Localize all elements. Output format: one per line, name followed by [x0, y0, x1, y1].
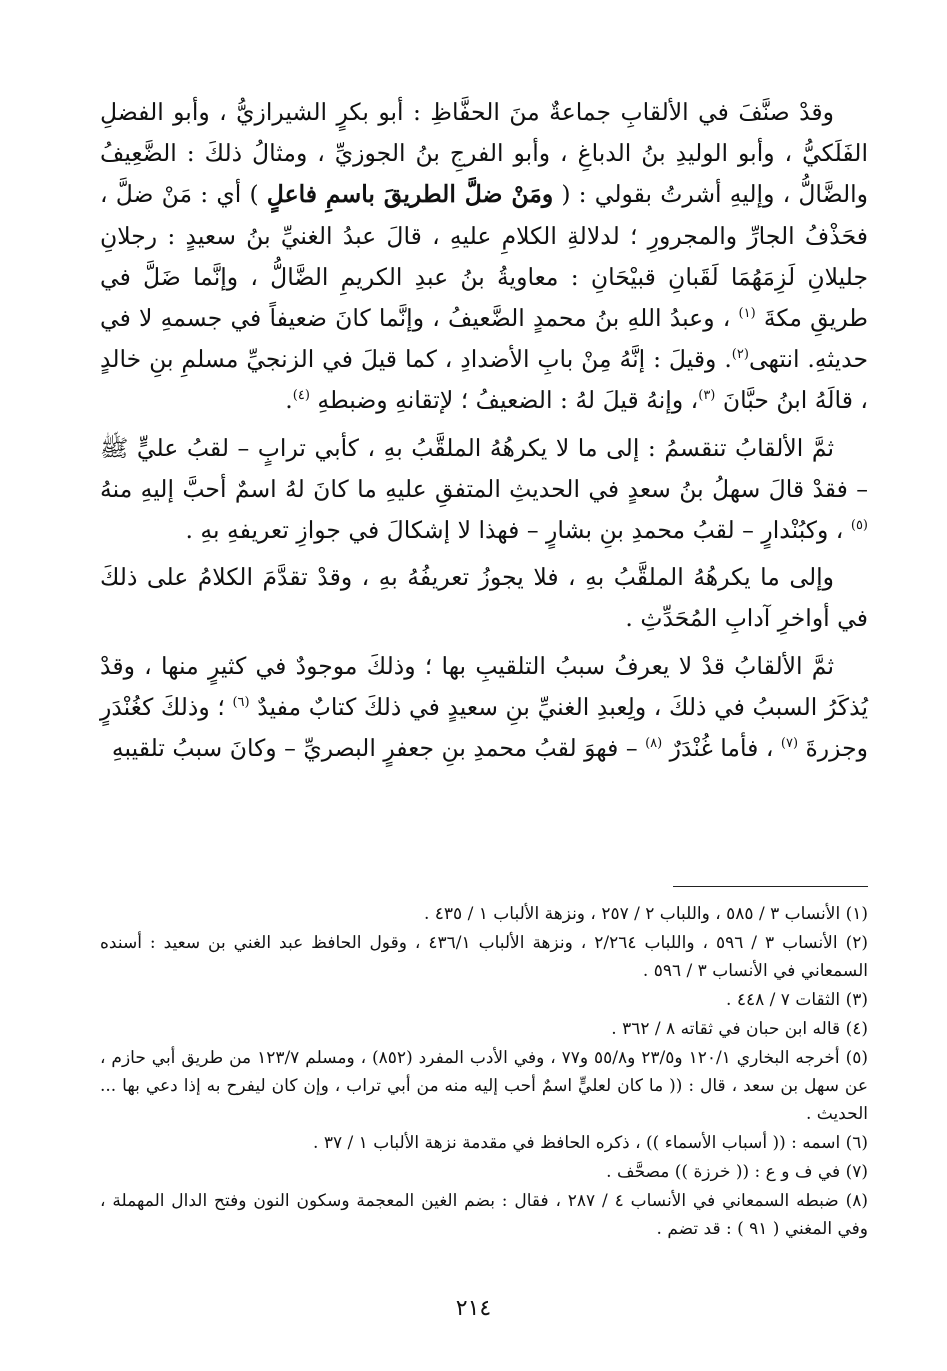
footnote-ref-7[interactable]: (٧) — [780, 736, 799, 752]
paragraph-1-text-b: ) أي : مَنْ ضلَّ ، فحَذْفُ الجارِّ والمجرورِ ؛ لدلالةِ الكلامِ عليهِ ، قالَ عبدُ الغنيِّ بنُ سعيدٍ : رجلانِ جليلانِ لَزِمَهُمَا لَقَبانِ قبيْحَانِ : معاويةُ بنُ عبدِ الكريمِ الضَّالُّ ، وإنَّما ضَلَّ في طريقِ مكةَ — [100, 180, 868, 333]
paragraph-2 — [100, 428, 868, 552]
paragraph-1-text-a: وقدْ صنَّفَ في الألقابِ جماعةٌ منَ الحفَّاظِ : أبو بكرٍ الشيرازيُّ ، وأبو الفضلِ الفَلَكيُّ ، وأبو الوليدِ بنُ الدباغِ ، وأبو الفرجِ بنُ الجوزيِّ ، ومثالُ ذلكَ : الضَّعِيفُ والضَّالُّ ، وإليهِ أشرتُ بقولي : ( — [100, 98, 868, 209]
footnote-number: (٦) — [845, 1133, 868, 1153]
footnote-number: (٨) — [845, 1191, 869, 1211]
footnote-text: في ف و ع : (( خرزة )) مصحَّف . — [606, 1162, 841, 1182]
footnote — [100, 1158, 868, 1186]
footnote — [100, 1187, 868, 1243]
paragraph-1-text-e: ، وإنهُ قيلَ لهُ : الضعيفُ ؛ لإتقانهِ وضبطهِ — [309, 386, 699, 415]
footnotes — [100, 900, 868, 1244]
footnote-text: أخرجه البخاري ١٢٠/١ و٢٣/٥ و٥٥/٨ و٧٧ ، وفي الأدب المفرد (٨٥٢) ، ومسلم ١٢٣/٧ من طريق أبي حازم ، عن سهل بن سعد ، قال : (( ما كان لعليٍّ اسمٌ أحب إليه منه من أبي تراب ، وإن كان ليفرح به إذا دعي بها ... الحديث . — [100, 1048, 868, 1124]
paragraph-1-text-f: . — [285, 386, 293, 415]
footnote-ref-1[interactable]: (١) — [738, 306, 756, 322]
paragraph-4-text-b: ؛ وذلكَ كغُنْدَرٍ وجزرةَ — [100, 692, 868, 763]
footnote-ref-8[interactable]: (٨) — [645, 736, 663, 752]
footnote-ref-6[interactable]: (٦) — [232, 695, 250, 711]
footnote — [100, 1015, 868, 1043]
paragraph-2-text-b: ، وكبُنْدارٍ – لقبُ محمدِ بنِ بشارٍ – فهذا لا إشكالَ في جوازِ تعريفهِ بهِ . — [185, 516, 851, 545]
footnote — [100, 1044, 868, 1128]
footnote-text: ضبطه السمعاني في الأنساب ٤ / ٢٨٧ ، فقال : بضم الغين المعجمة وسكون النون وفتح الدال المهملة ، وفي المغني ( ٩١ ) : قد تضم . — [100, 1191, 868, 1239]
footnote-number: (٢) — [845, 933, 868, 953]
paragraph-1-text-c: ، وعبدُ اللهِ بنُ محمدٍ الضَّعيفُ ، وإنَّما كانَ ضعيفاً في جسمهِ لا في حديثهِ. انتهى — [100, 304, 868, 374]
footnote-separator — [673, 886, 868, 887]
footnote-ref-3[interactable]: (٣) — [698, 388, 716, 404]
footnote-text: الأنساب ٣ / ٥٩٦ ، واللباب ٢/٢٦٤ ، ونزهة الألباب ٤٣٦/١ ، وقول الحافظ عبد الغني بن سعيد : أسنده السمعاني في الأنساب ٣ / ٥٩٦ . — [100, 933, 868, 981]
footnote-number: (٧) — [845, 1162, 868, 1182]
paragraph-2-text-a: ثمَّ الألقابُ تنقسمُ : إلى ما لا يكرهُهُ الملقَّبُ بهِ ، كأبي ترابٍ – لقبُ عليٍّ ﷺ – فقدْ قالَ سهلُ بنُ سعدٍ في الحديثِ المتفقِ عليهِ ما كانَ لهُ اسمٌ أحبَّ إليهِ منهُ — [100, 433, 868, 503]
paragraph-4 — [100, 646, 868, 770]
footnote — [100, 929, 868, 985]
verse-quote: ومَنْ ضلَّ الطريقَ باسمِ فاعلٍ — [266, 180, 554, 209]
footnote-text: الثقات ٧ / ٤٤٨ . — [726, 990, 841, 1010]
paragraph-4-text-a: ثمَّ الألقابُ قدْ لا يعرفُ سببُ التلقيبِ بها ؛ وذلكَ موجودٌ في كثيرٍ منها ، وقدْ يُذكَرُ السببُ في ذلكَ ، ولِعبدِ الغنيِّ بنِ سعيدٍ في ذلكَ كتابٌ مفيدٌ — [100, 651, 868, 721]
footnote-number: (١) — [845, 904, 868, 924]
footnote-text: الأنساب ٣ / ٥٨٥ ، واللباب ٢ / ٢٥٧ ، ونزهة الألباب ١ / ٤٣٥ . — [423, 904, 841, 924]
paragraph-4-text-d: – فهوَ لقبُ محمدِ بنِ جعفرٍ البصريِّ – وكانَ سببُ تلقيبهِ — [111, 734, 646, 763]
paragraph-1 — [100, 92, 868, 422]
paragraph-3: وإلى ما يكرهُهُ الملقَّبُ بهِ ، فلا يجوزُ تعريفُهُ بهِ ، وقدْ تقدَّمَ الكلامُ على ذلكَ في أواخرِ آدابِ المُحَدِّثِ . — [100, 563, 868, 633]
footnote-number: (٤) — [845, 1019, 868, 1039]
footnote-text: قاله ابن حبان في ثقاته ٨ / ٣٦٢ . — [611, 1019, 841, 1039]
footnote-text: اسمه : (( أسباب الأسماء )) ، ذكره الحافظ في مقدمة نزهة الألباب ١ / ٣٧ . — [313, 1133, 841, 1153]
page-number: ٢١٤ — [455, 1296, 492, 1321]
main-text — [100, 92, 868, 769]
footnote — [100, 1129, 868, 1157]
paragraph-4-text-c: ، فأما غُنْدَرٌ — [662, 734, 781, 763]
footnote-number: (٣) — [845, 990, 868, 1010]
footnote-ref-2[interactable]: (٢) — [731, 347, 749, 363]
footnote-ref-5[interactable]: (٥) — [850, 518, 868, 534]
footnote — [100, 986, 868, 1014]
footnote-ref-4[interactable]: (٤) — [292, 388, 310, 404]
footnote-number: (٥) — [845, 1048, 868, 1068]
paragraph-1-text-d: . وقيلَ : إنَّهُ مِنْ بابِ الأضدادِ ، كما قيلَ في الزنجيِّ مسلمِ بنِ خالدٍ ، قالَهُ ابنُ حبَّانَ — [100, 345, 868, 415]
footnote — [100, 900, 868, 928]
